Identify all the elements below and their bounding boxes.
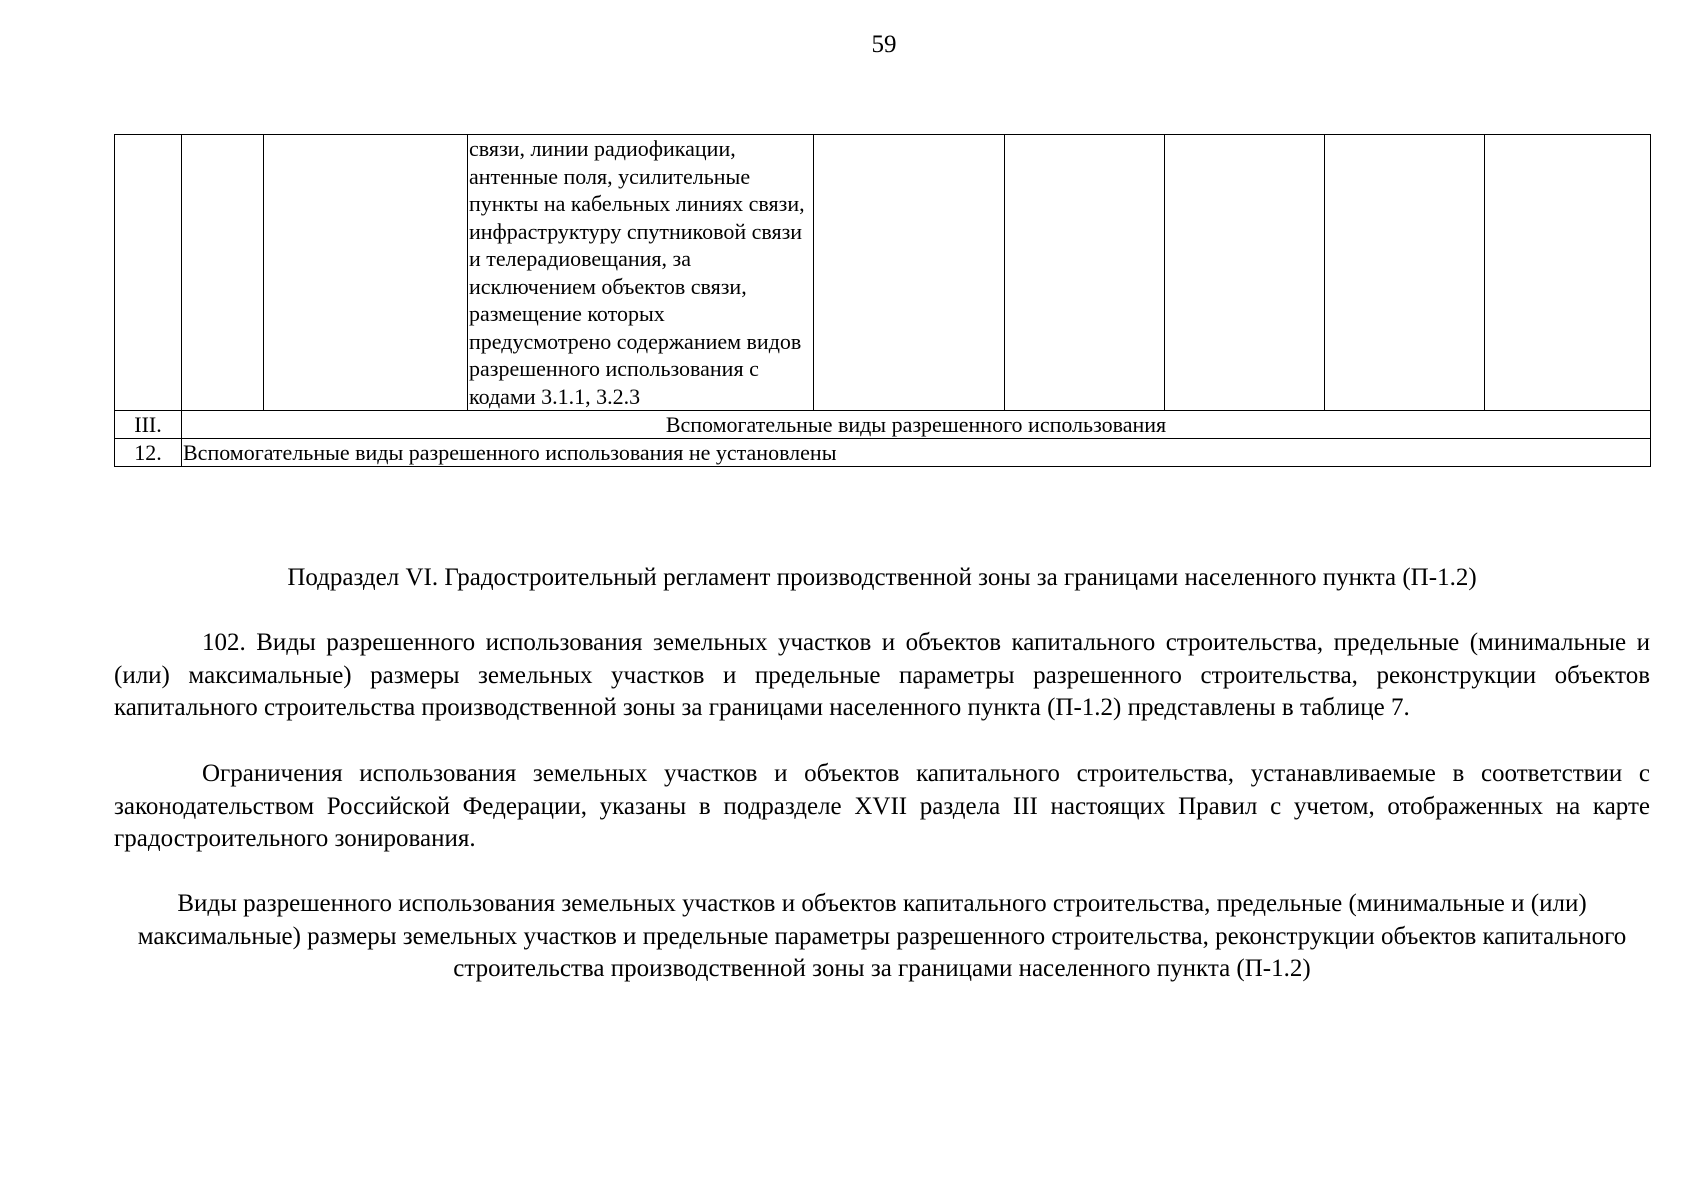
section-number: III. — [115, 411, 182, 439]
table-row — [115, 135, 1651, 411]
table-cell — [1165, 135, 1325, 411]
subsection-title: Подраздел VI. Градостроительный регламент производственной зоны за границами населенного пункта (П-1.2) — [287, 564, 1477, 591]
permitted-use-description-cell: связи, линии радиофикации, антенные поля, усилительные пункты на кабельных линиях связи, инфраструктуру спутниковой связи и телерадиовещания, за исключением объектов связи, размещение которых предусмотрено содержанием видов разрешенного использования с кодами 3.1.1, 3.2.3 — [468, 135, 814, 411]
table-cell — [814, 135, 1005, 411]
item-number: 12. — [115, 439, 182, 467]
regulation-table — [114, 134, 1651, 467]
table-caption: Виды разрешенного использования земельных участков и объектов капитального строительства, предельные (минимальные и (или) максимальные) размеры земельных участков и предельные параметры разрешенного строительства, реконструкции объектов капитального строительства производственной зоны за границами населенного пункта (П-1.2) — [137, 890, 1627, 983]
table-cell — [115, 135, 182, 411]
table-cell — [1005, 135, 1165, 411]
section-row — [115, 411, 1651, 439]
paragraph-102: 102. Виды разрешенного использования земельных участков и объектов капитального строительства, предельные (минимальные и (или) максимальные) размеры земельных участков и предельные параметры разрешенного строительства, реконструкции объектов капитального строительства производственной зоны за границами населенного пункта (П-1.2) представлены в таблице 7. — [114, 629, 1650, 722]
table-cell — [182, 135, 264, 411]
table-cell — [1485, 135, 1651, 411]
section-title: Вспомогательные виды разрешенного использования — [182, 411, 1651, 439]
table-row — [115, 439, 1651, 467]
item-text: Вспомогательные виды разрешенного использования не установлены — [182, 439, 1651, 467]
paragraph-restrictions: Ограничения использования земельных участков и объектов капитального строительства, устанавливаемые в соответствии с законодательством Российской Федерации, указаны в подразделе XVII раздела III настоящих Правил с учетом, отображенных на карте градостроительного зонирования. — [114, 760, 1650, 853]
table-cell — [1325, 135, 1485, 411]
table-cell — [264, 135, 468, 411]
page-number: 59 — [871, 31, 897, 58]
